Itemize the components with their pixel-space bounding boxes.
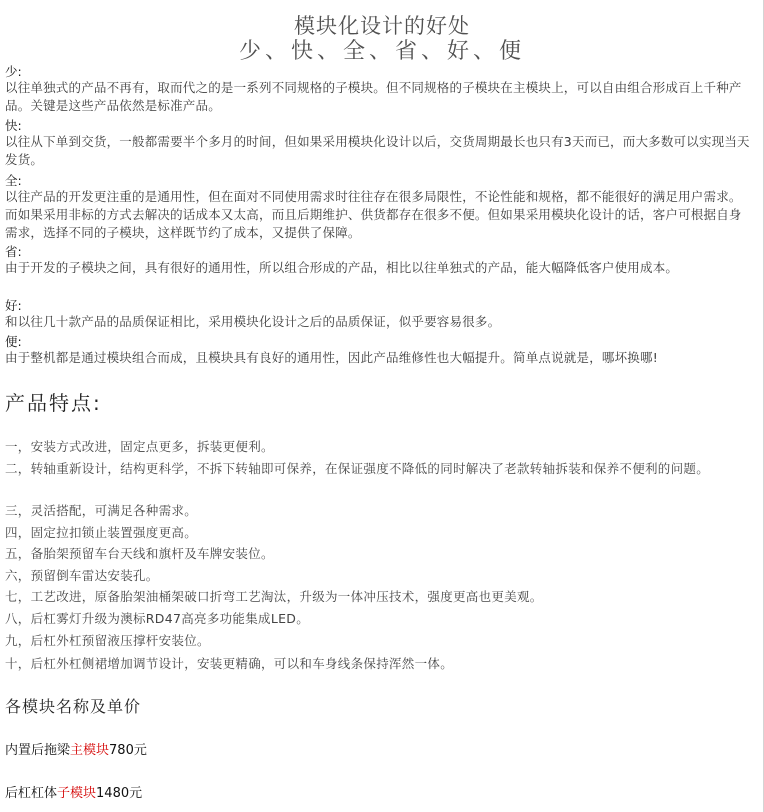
title-main: 模块化设计的好处 [294, 14, 470, 38]
benefit-heading: 省: [5, 244, 22, 259]
benefit-less [5, 64, 750, 115]
features-heading: 产品特点: [5, 391, 102, 415]
feature-item: 八，后杠雾灯升级为澳标RD47高亮多功能集成LED。 [5, 611, 310, 626]
feature-item: 一，安装方式改进，固定点更多，拆装更便利。 [5, 439, 274, 454]
module-name: 后杠杠体 [5, 786, 58, 801]
feature-item: 六，预留倒车雷达安装孔。 [5, 568, 159, 583]
page-title [0, 14, 764, 65]
module-type-tag: 子模块 [57, 786, 97, 801]
feature-item: 二，转轴重新设计，结构更科学，不拆下转轴即可保养，在保证强度不降低的同时解决了老款转轴拆装和保养不便利的问题。 [5, 461, 710, 476]
feature-item: 五，备胎架预留车台天线和旗杆及车牌安装位。 [5, 546, 274, 561]
benefit-text: 以往单独式的产品不再有，取而代之的是一系列不同规格的子模块。但不同规格的子模块在主模块上，可以自由组合形成百上千种产品。关键是这些产品依然是标准产品。 [5, 80, 742, 113]
prices-heading: 各模块名称及单价 [5, 697, 142, 716]
benefit-complete [5, 173, 750, 242]
benefit-heading: 全: [5, 173, 22, 188]
benefit-text: 以往产品的开发更注重的是通用性，但在面对不同使用需求时往往存在很多局限性，不论性能和规格，都不能很好的满足用户需求。而如果采用非标的方式去解决的话成本又太高，而且后期维护、供货都存在很多不便。但如果采用模块化设计的话，客户可根据自身需求，选择不同的子模块，这样既节约了成本，又提供了保障。 [5, 189, 742, 240]
benefit-text: 由于整机都是通过模块组合而成，且模块具有良好的通用性，因此产品维修性也大幅提升。简单点说就是，哪坏换哪! [5, 350, 658, 365]
benefit-fast [5, 118, 750, 169]
module-type-tag: 主模块 [70, 743, 110, 758]
benefit-save [5, 244, 750, 277]
benefit-heading: 便: [5, 334, 22, 349]
benefit-text: 和以往几十款产品的品质保证相比，采用模块化设计之后的品质保证，似乎要容易很多。 [5, 314, 501, 329]
feature-item: 三，灵活搭配，可满足各种需求。 [5, 503, 198, 518]
benefit-heading: 好: [5, 298, 22, 313]
price-row [5, 785, 142, 803]
benefit-heading: 快: [5, 118, 22, 133]
feature-item: 四，固定拉扣锁止装置强度更高。 [5, 525, 198, 540]
feature-item: 七，工艺改进，原备胎架油桶架破口折弯工艺淘汰，升级为一体冲压技术，强度更高也更美观。 [5, 589, 543, 604]
module-price: 1480元 [96, 786, 143, 801]
benefit-text: 以往从下单到交货，一般都需要半个多月的时间，但如果采用模块化设计以后，交货周期最长也只有3天而已，而大多数可以实现当天发货。 [5, 134, 750, 167]
benefit-convenient [5, 334, 750, 367]
benefit-heading: 少: [5, 64, 22, 79]
module-price: 780元 [109, 743, 147, 758]
module-name: 内置后拖梁 [5, 743, 71, 758]
title-subtitle: 少、快、全、省、好、便 [238, 39, 525, 64]
benefit-good [5, 298, 750, 331]
price-row [5, 742, 147, 760]
benefit-text: 由于开发的子模块之间，具有很好的通用性，所以组合形成的产品，相比以往单独式的产品，能大幅降低客户使用成本。 [5, 260, 679, 275]
feature-item: 十，后杠外杠侧裙增加调节设计，安装更精确，可以和车身线条保持浑然一体。 [5, 656, 454, 671]
feature-item: 九，后杠外杠预留液压撑杆安装位。 [5, 633, 210, 648]
